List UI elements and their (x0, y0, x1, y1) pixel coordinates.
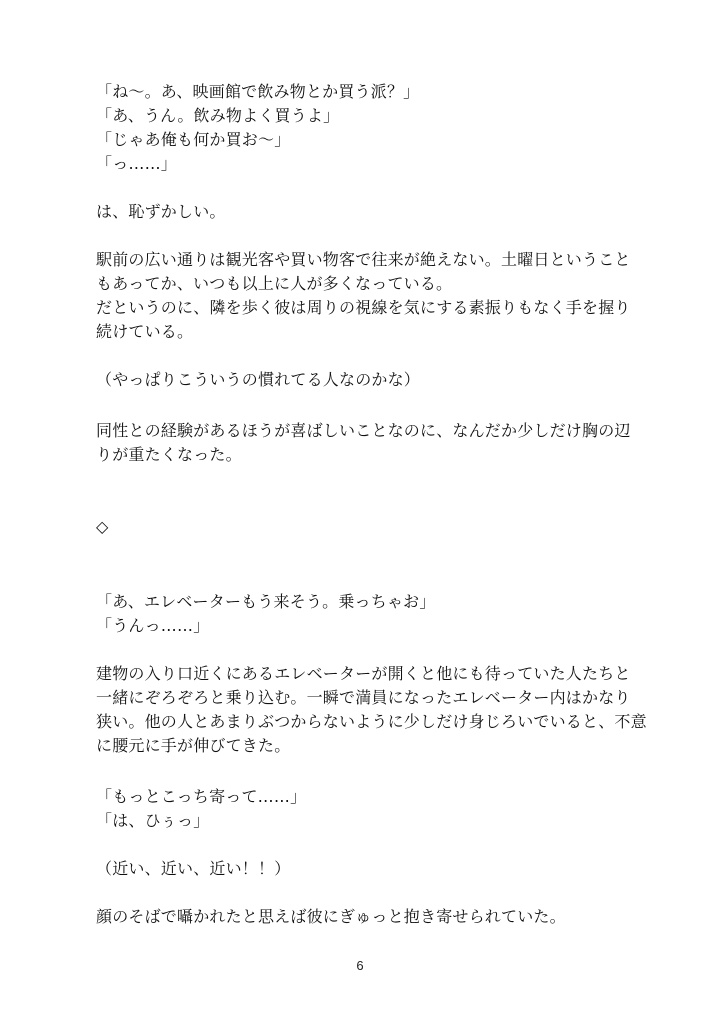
text-line: もあってか、いつも以上に人が多くなっている。 (96, 274, 453, 293)
text-line: 続けている。 (96, 322, 194, 341)
text-line: （やっぱりこういうの慣れてる人なのかな） (96, 370, 421, 389)
text-line: 「は、ひぅっ」 (96, 811, 210, 830)
text-line: 「もっとこっち寄って……」 (96, 787, 307, 806)
text-line: は、恥ずかしい。 (96, 202, 226, 221)
text-line: だというのに、隣を歩く彼は周りの視線を気にする素振りもなく手を握り (96, 298, 631, 317)
text-line: 一緒にぞろぞろと乗り込む。一瞬で満員になったエレベーター内はかなり (96, 688, 631, 707)
page-number: 6 (356, 958, 364, 973)
text-line: 駅前の広い通りは観光客や買い物客で往来が絶えない。土曜日ということ (96, 250, 631, 269)
text-line: 「じゃあ俺も何か買お〜」 (96, 130, 291, 149)
text-line: 「ね〜。あ、映画館で飲み物とか買う派？」 (96, 82, 420, 101)
text-line: 「あ、うん。飲み物よく買うよ」 (96, 106, 340, 125)
text-line: （近い、近い、近い！！） (96, 859, 291, 878)
text-line: 狭い。他の人とあまりぶつからないように少しだけ身じろいでいると、不意 (96, 712, 647, 731)
text-line: 建物の入り口近くにあるエレベーターが開くと他にも待っていた人たちと (96, 664, 631, 683)
text-line: 「あ、エレベーターもう来そう。乗っちゃお」 (96, 592, 436, 611)
text-line: に腰元に手が伸びてきた。 (96, 736, 291, 755)
text-line: 同性との経験があるほうが喜ばしいことなのに、なんだか少しだけ胸の辺 (96, 421, 631, 440)
text-line: 顔のそばで囁かれたと思えば彼にぎゅっと抱き寄せられていた。 (96, 907, 566, 926)
text-line: りが重たくなった。 (96, 445, 242, 464)
text-line: 「っ……」 (96, 154, 178, 173)
section-break-symbol: ◇ (96, 517, 109, 536)
text-line: 「うんっ……」 (96, 616, 210, 635)
